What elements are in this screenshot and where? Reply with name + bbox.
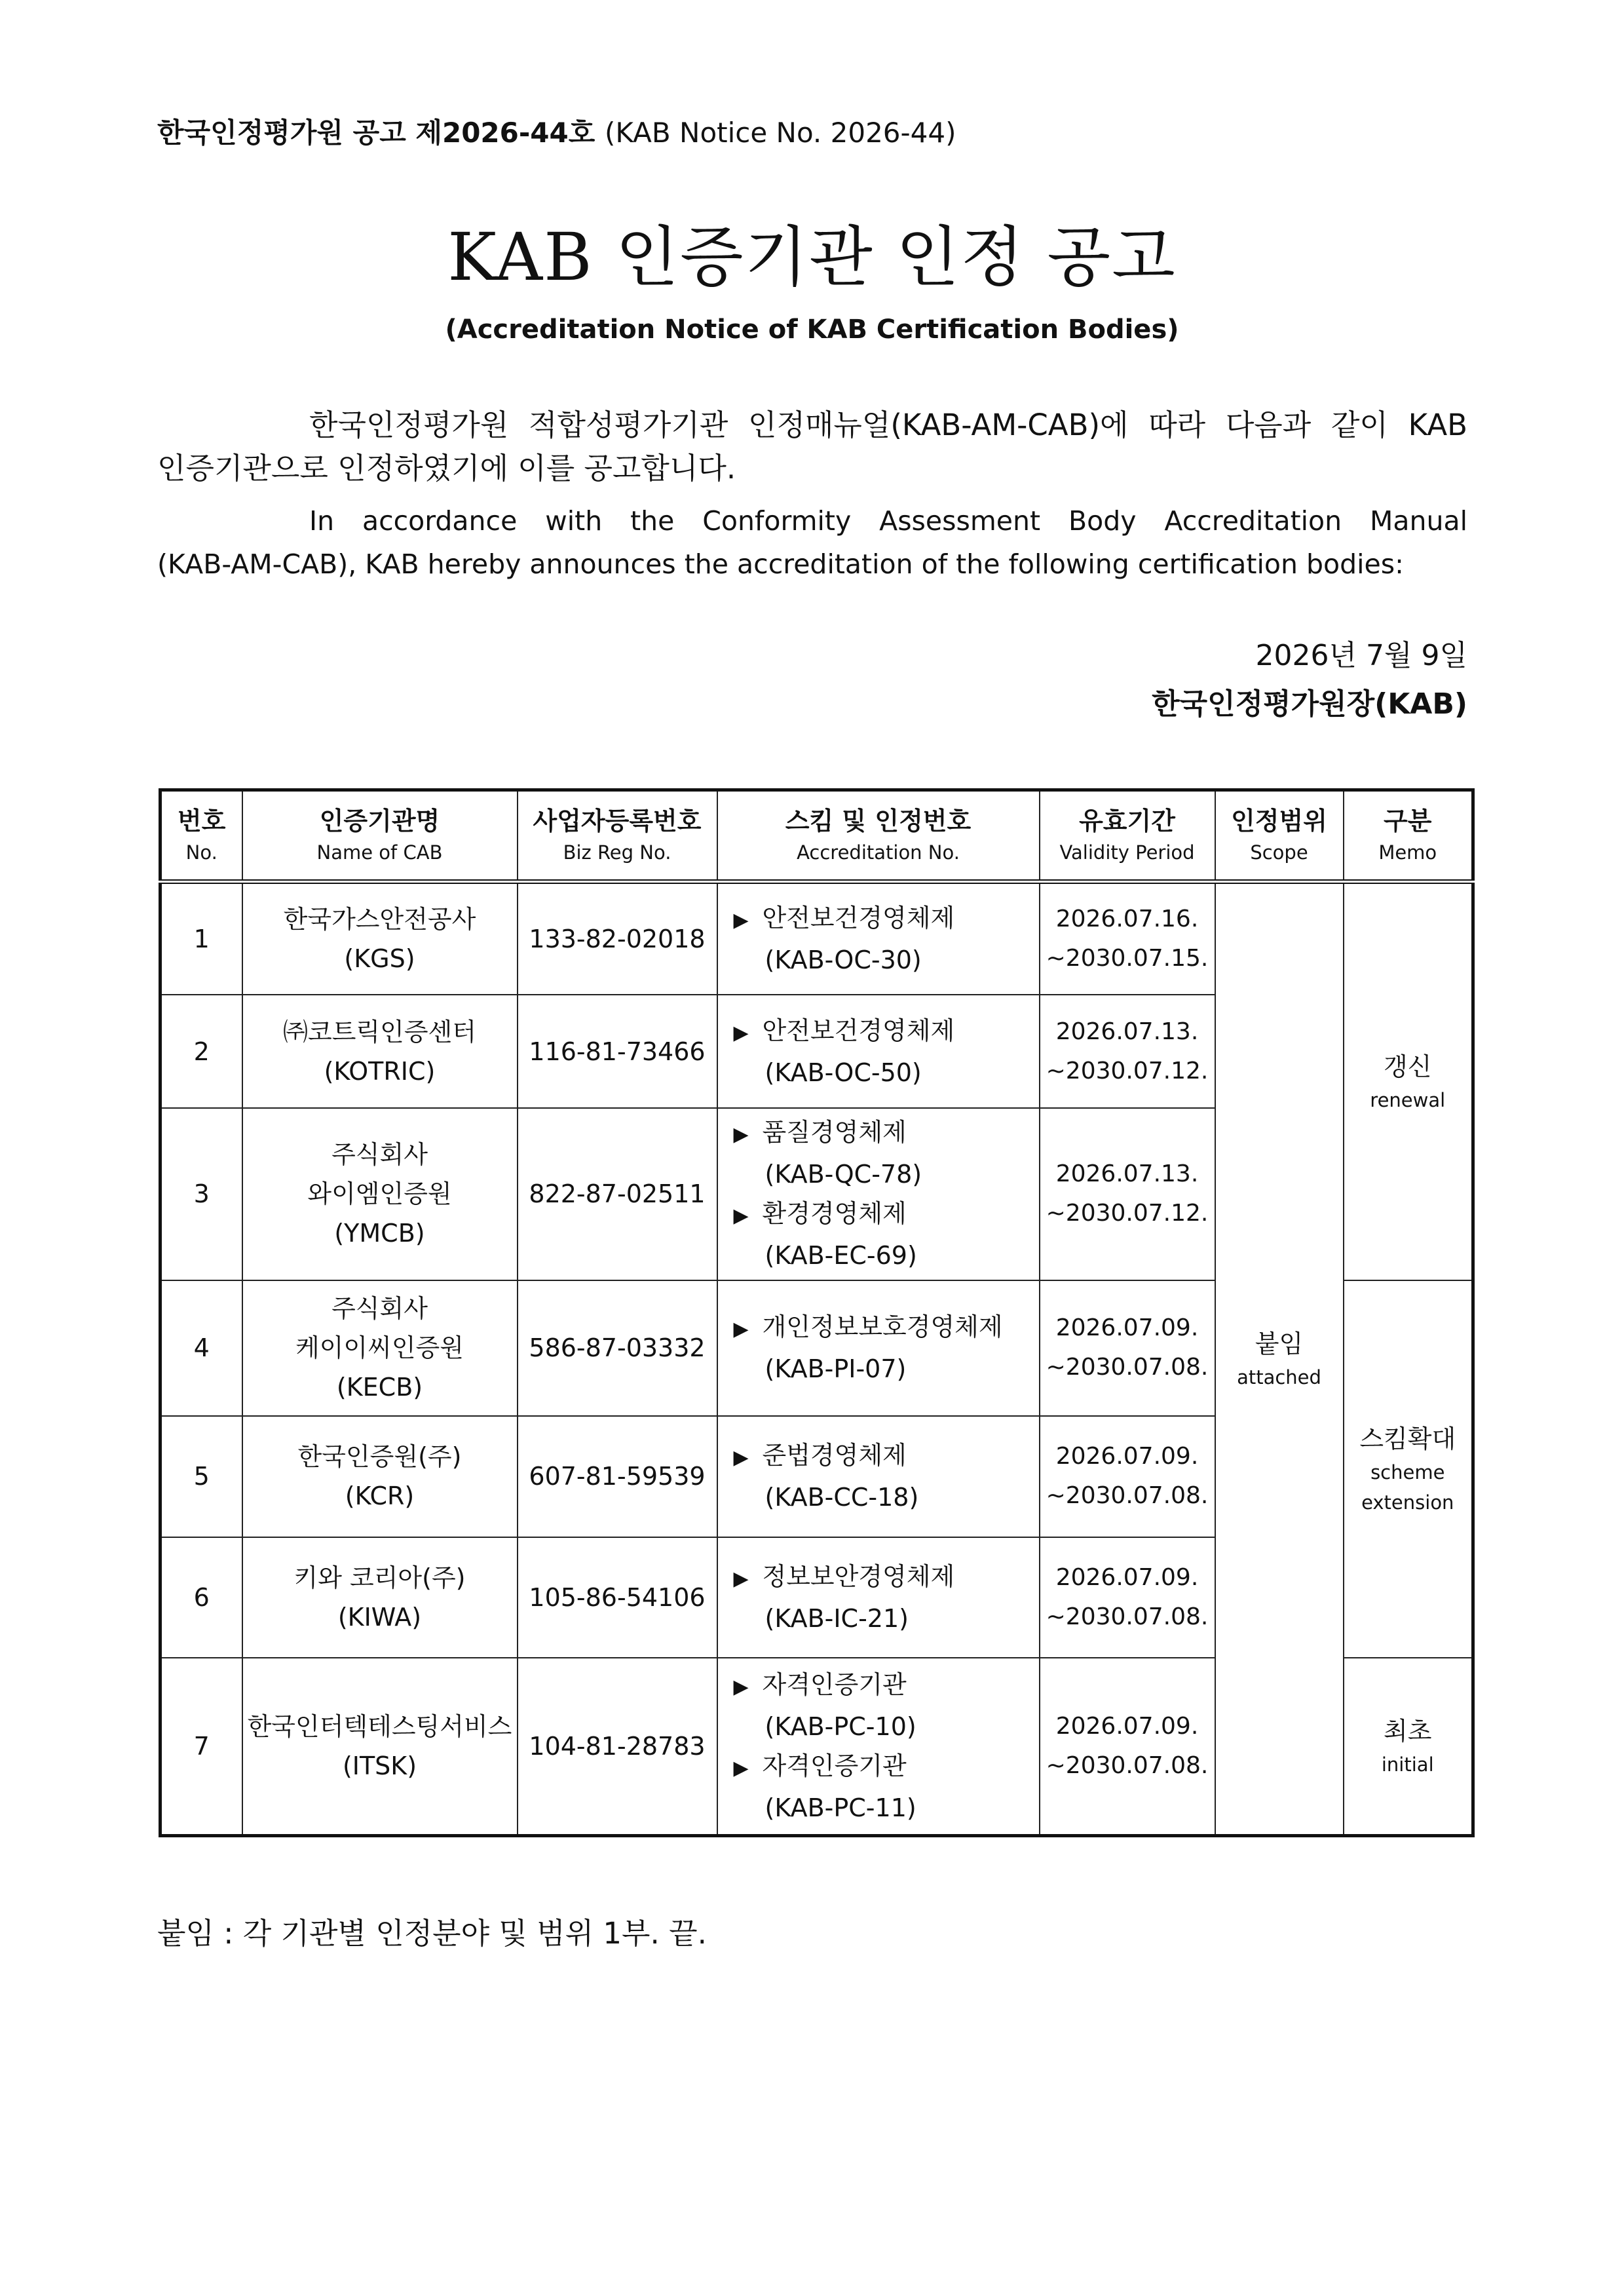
accreditation-cell [717,1280,1040,1416]
validity-period: 2026.07.09. ~2030.07.08. [1040,1537,1215,1658]
triangle-bullet-icon: ▶ [733,1021,749,1044]
accreditation-item: ▶ 개인정보보호경영체제 (KAB-PI-07) [734,1307,1039,1388]
attachment-note: 붙임 : 각 기관별 인정분야 및 범위 1부. 끝. [157,1916,707,1951]
header-biz-reg-no: 사업자등록번호 Biz Reg No. [518,790,717,882]
accreditation-item: ▶ 안전보건경영체제 (KAB-OC-30) [734,898,1039,980]
page-title: KAB 인증기관 인정 공고 [447,219,1177,296]
scope-cell: 붙임 attached [1215,882,1344,1836]
validity-period: 2026.07.09. ~2030.07.08. [1040,1280,1215,1416]
notice-date: 2026년 7월 9일 [1255,639,1467,672]
accreditation-cell [717,1537,1040,1658]
triangle-bullet-icon: ▶ [733,1123,749,1147]
validity-period: 2026.07.09. ~2030.07.08. [1040,1658,1215,1835]
accreditation-cell [717,882,1040,995]
row-number: 7 [161,1658,242,1835]
memo-cell: 갱신 renewal [1344,882,1473,1280]
memo-cell: 스킴확대 scheme extension [1344,1280,1473,1658]
row-number: 4 [161,1280,242,1416]
accreditation-item: ▶ 준법경영체제 (KAB-CC-18) [734,1436,1039,1517]
row-number: 2 [161,995,242,1108]
cab-name: 키와 코리아(주) (KIWA) [242,1537,518,1658]
header-no: 번호 No. [161,790,242,882]
intro-korean [157,404,1467,490]
accreditation-item: ▶ 정보보안경영체제 (KAB-IC-21) [734,1557,1039,1638]
row-number: 6 [161,1537,242,1658]
biz-reg-no: 586-87-03332 [518,1280,717,1416]
accreditation-cell [717,1108,1040,1280]
cab-name: 주식회사 와이엠인증원 (YMCB) [242,1108,518,1280]
row-number: 5 [161,1416,242,1537]
header-accreditation-no: 스킴 및 인정번호 Accreditation No. [717,790,1040,882]
triangle-bullet-icon: ▶ [733,1757,749,1780]
intro-ko-line: 한국인정평가원 적합성평가기관 인정매뉴얼(KAB-AM-CAB)에 따라 다음과 같이 KAB [309,408,1467,442]
accreditation-cell [717,995,1040,1108]
intro-english [157,499,1467,586]
row-number: 1 [161,882,242,995]
biz-reg-no: 116-81-73466 [518,995,717,1108]
cab-name: 주식회사 케이이씨인증원 (KECB) [242,1280,518,1416]
biz-reg-no: 133-82-02018 [518,882,717,995]
biz-reg-no: 607-81-59539 [518,1416,717,1537]
triangle-bullet-icon: ▶ [733,1567,749,1590]
accreditation-item: ▶ 자격인증기관 (KAB-PC-11) [734,1746,1039,1827]
table-header-row [161,790,1473,882]
accreditation-item: ▶ 자격인증기관 (KAB-PC-10) [734,1665,1039,1746]
issuer: 한국인정평가원장(KAB) [1152,687,1467,721]
notice-number-en: (KAB Notice No. 2026-44) [604,117,956,149]
triangle-bullet-icon: ▶ [733,909,749,932]
triangle-bullet-icon: ▶ [733,1318,749,1341]
validity-period: 2026.07.16. ~2030.07.15. [1040,882,1215,995]
cab-name: 한국가스안전공사 (KGS) [242,882,518,995]
cab-name: ㈜코트릭인증센터 (KOTRIC) [242,995,518,1108]
row-number: 3 [161,1108,242,1280]
notice-number-ko: 한국인정평가원 공고 제2026-44호 [157,117,595,149]
notice-number [157,111,956,151]
accreditation-item: ▶ 환경경영체제 (KAB-EC-69) [734,1194,1039,1275]
triangle-bullet-icon: ▶ [733,1675,749,1699]
accreditation-item: ▶ 품질경영체제 (KAB-QC-78) [734,1113,1039,1194]
cab-name: 한국인터텍테스팅서비스 (ITSK) [242,1658,518,1835]
accreditation-table [159,788,1475,1837]
cab-name: 한국인증원(주) (KCR) [242,1416,518,1537]
header-validity-period: 유효기간 Validity Period [1040,790,1215,882]
table-row [161,882,1473,995]
intro-en-line: (KAB-AM-CAB), KAB hereby announces the accreditation of the following certification bodies: [157,548,1404,580]
header-cab-name: 인증기관명 Name of CAB [242,790,518,882]
accreditation-item: ▶ 안전보건경영체제 (KAB-OC-50) [734,1011,1039,1092]
page-subtitle: (Accreditation Notice of KAB Certification Bodies) [445,315,1179,345]
biz-reg-no: 105-86-54106 [518,1537,717,1658]
validity-period: 2026.07.13. ~2030.07.12. [1040,1108,1215,1280]
triangle-bullet-icon: ▶ [733,1204,749,1228]
header-memo: 구분 Memo [1344,790,1473,882]
memo-cell: 최초 initial [1344,1658,1473,1835]
biz-reg-no: 104-81-28783 [518,1658,717,1835]
accreditation-cell [717,1658,1040,1835]
biz-reg-no: 822-87-02511 [518,1108,717,1280]
triangle-bullet-icon: ▶ [733,1446,749,1470]
header-scope: 인정범위 Scope [1215,790,1344,882]
accreditation-cell [717,1416,1040,1537]
intro-ko-line: 인증기관으로 인정하였기에 이를 공고합니다. [157,451,736,486]
validity-period: 2026.07.09. ~2030.07.08. [1040,1416,1215,1537]
validity-period: 2026.07.13. ~2030.07.12. [1040,995,1215,1108]
intro-en-line: In accordance with the Conformity Assessment Body Accreditation Manual [309,505,1467,537]
